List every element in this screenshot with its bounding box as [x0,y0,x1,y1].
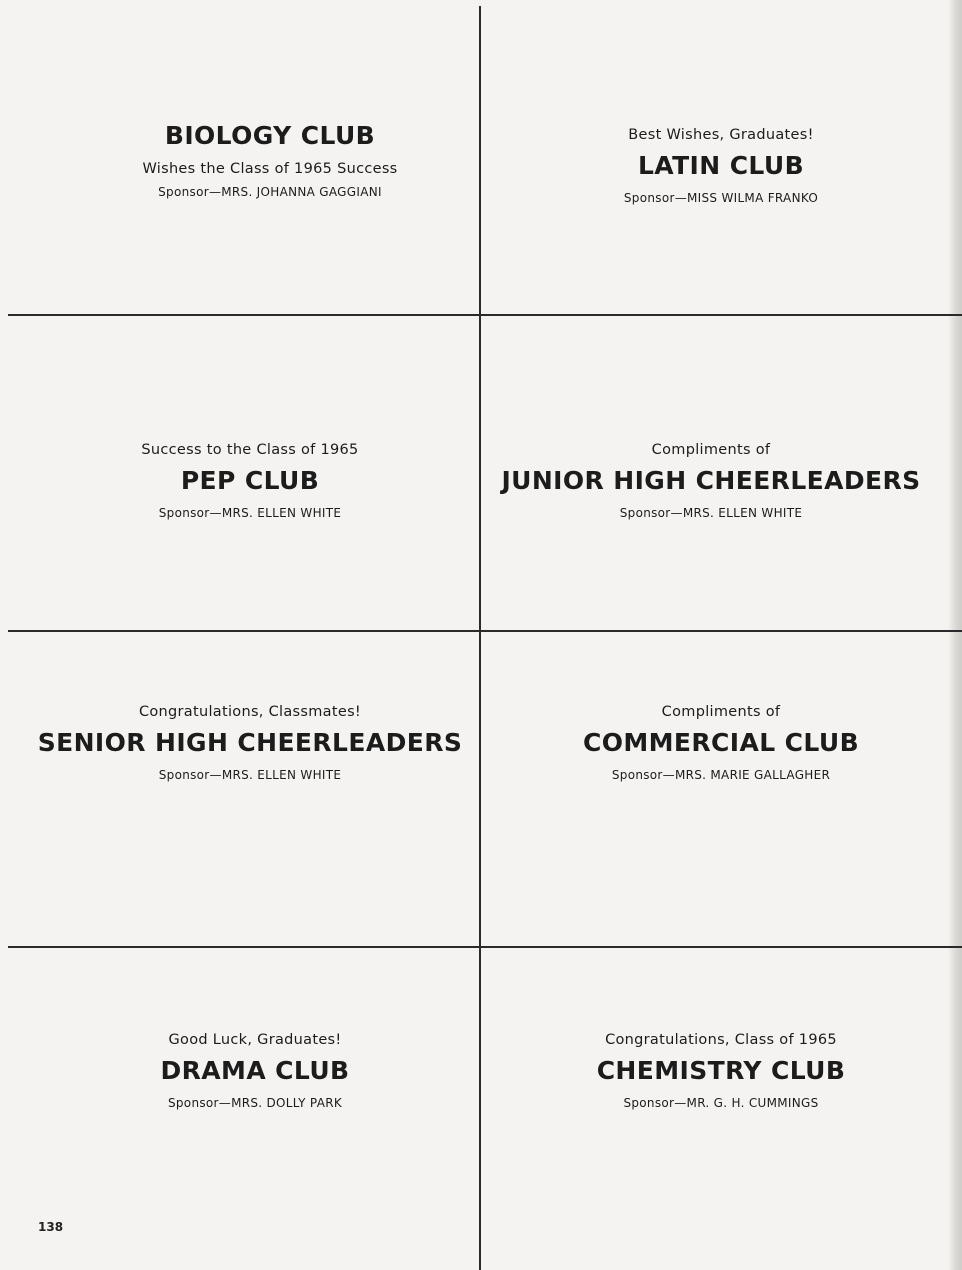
ad-greeting: Best Wishes, Graduates! [628,127,814,143]
ad-greeting: Good Luck, Graduates! [168,1032,342,1048]
horizontal-divider-1 [8,314,962,316]
ad-title: SENIOR HIGH CHEERLEADERS [37,728,463,757]
ad-message: Wishes the Class of 1965 Success [142,161,398,177]
ad-latin-club [481,125,961,207]
ad-sponsor: Sponsor—MRS. DOLLY PARK [167,1096,343,1110]
horizontal-divider-3 [8,946,962,948]
ad-sponsor: Sponsor—MRS. JOHANNA GAGGIANI [158,185,382,199]
ad-drama-club [15,1030,495,1112]
ad-commercial-club [481,702,961,784]
ad-sponsor: Sponsor—MR. G. H. CUMMINGS [623,1096,819,1110]
ad-greeting: Compliments of [661,704,781,720]
ad-sponsor: Sponsor—MRS. ELLEN WHITE [619,506,803,520]
ad-greeting: Success to the Class of 1965 [141,442,359,458]
ad-title: BIOLOGY CLUB [164,121,376,150]
ad-sponsor: Sponsor—MRS. ELLEN WHITE [158,506,342,520]
ad-pep-club [10,440,490,522]
ad-title: DRAMA CLUB [160,1056,350,1085]
ad-sponsor: Sponsor—MISS WILMA FRANKO [623,191,819,205]
ad-title: JUNIOR HIGH CHEERLEADERS [501,466,921,495]
ad-greeting: Compliments of [651,442,771,458]
ad-greeting: Congratulations, Classmates! [138,704,362,720]
ad-title: LATIN CLUB [637,151,805,180]
ad-senior-high-cheerleaders [10,702,490,784]
ad-chemistry-club [481,1030,961,1112]
ad-sponsor: Sponsor—MRS. MARIE GALLAGHER [611,768,831,782]
ad-junior-high-cheerleaders [471,440,951,522]
ad-sponsor: Sponsor—MRS. ELLEN WHITE [158,768,342,782]
ad-biology-club [30,115,510,201]
ad-title: PEP CLUB [180,466,320,495]
ad-title: CHEMISTRY CLUB [596,1056,846,1085]
horizontal-divider-2 [8,630,962,632]
ad-title: COMMERCIAL CLUB [582,728,860,757]
ad-greeting: Congratulations, Class of 1965 [605,1032,837,1048]
page-number: 138 [38,1220,64,1234]
